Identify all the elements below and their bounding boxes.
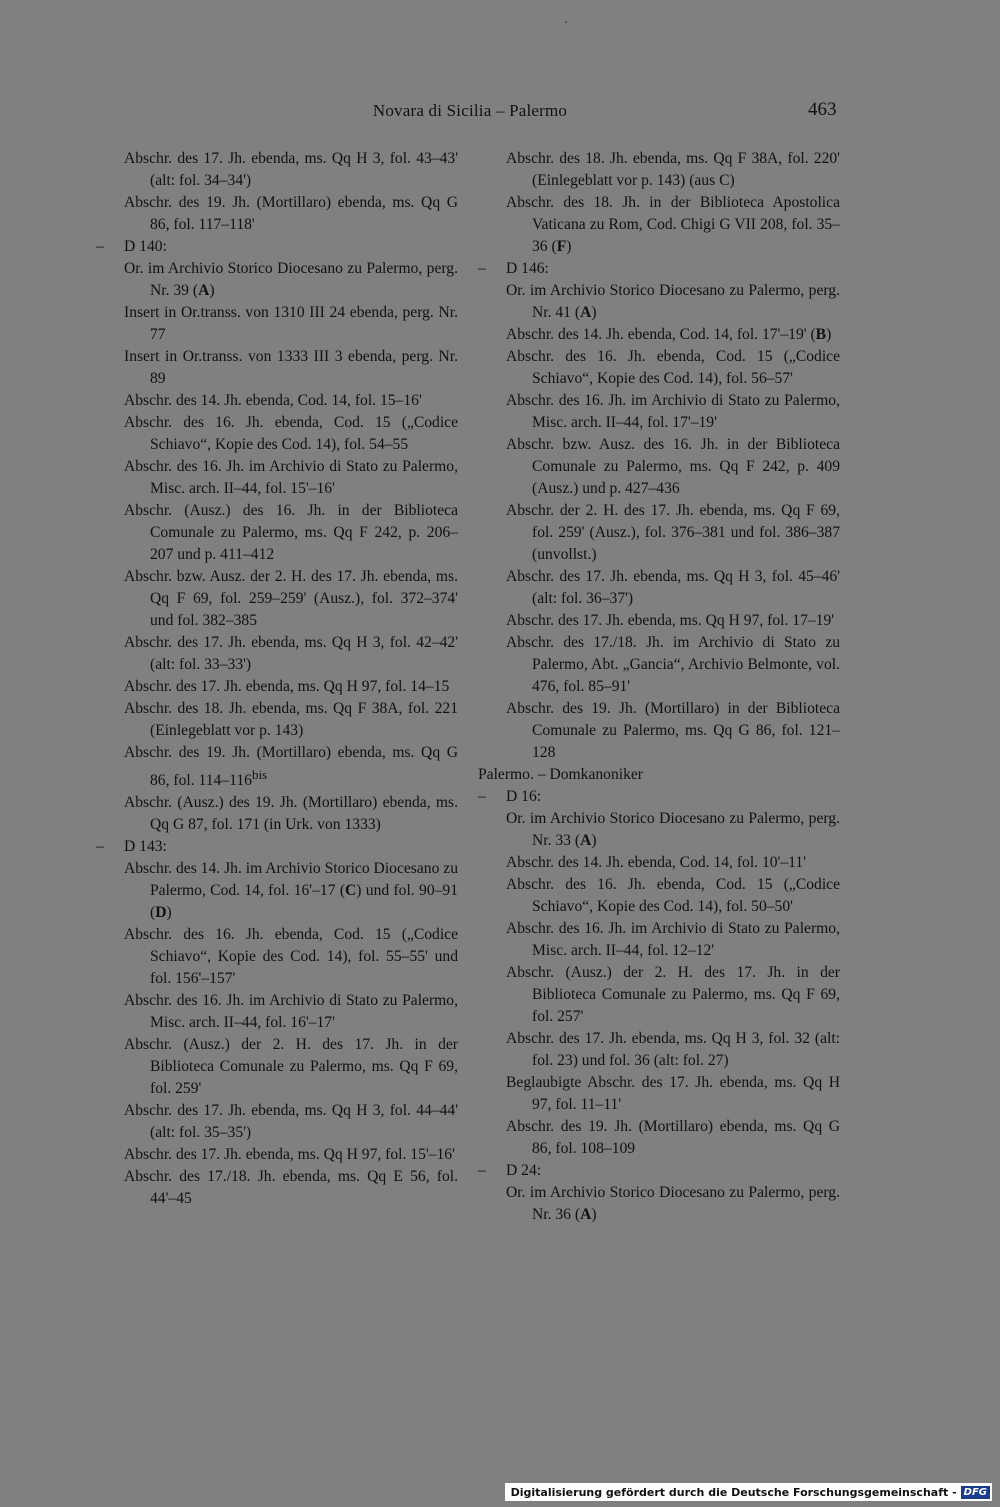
source-entry: Abschr. des 16. Jh. ebenda, Cod. 15 („Codice Schiavo“, Kopie des Cod. 14), fol. 54–55 (124, 414, 458, 453)
source-entry: Abschr. der 2. H. des 17. Jh. ebenda, ms. Qq F 69, fol. 259' (Ausz.), fol. 376–381 und fol. 386–387 (unvollst.) (506, 502, 840, 563)
source-entry: Abschr. des 18. Jh. ebenda, ms. Qq F 38A, fol. 220' (Einlegeblatt vor p. 143) (aus C) (506, 150, 840, 189)
source-entry: Abschr. des 17. Jh. ebenda, ms. Qq H 97, fol. 15'–16' (124, 1146, 455, 1164)
source-entry: Abschr. des 16. Jh. ebenda, Cod. 15 („Codice Schiavo“, Kopie des Cod. 14), fol. 55–55' und fol. 156'–157' (124, 926, 458, 988)
source-entry: Abschr. des 17. Jh. ebenda, ms. Qq H 3, fol. 44–44' (alt: fol. 35–35') (124, 1102, 458, 1142)
source-entry: Abschr. bzw. Ausz. der 2. H. des 17. Jh. ebenda, ms. Qq F 69, fol. 259–259' (Ausz.), fol. 372–374' und fol. 382–385 (124, 568, 458, 629)
source-entry: Abschr. des 18. Jh. in der Biblioteca Apostolica Vaticana zu Rom, Cod. Chigi G VII 208, fol. 35–36 (F) (506, 194, 840, 255)
left-column (96, 148, 458, 1210)
source-entry: Abschr. des 17./18. Jh. im Archivio di Stato zu Palermo, Abt. „Gancia“, Archivio Belmonte, vol. 476, fol. 85–91' (506, 634, 840, 695)
document-number: D 24: (506, 1162, 542, 1179)
scan-speck (565, 21, 567, 23)
source-entry: Abschr. des 16. Jh. im Archivio di Stato zu Palermo, Misc. arch. II–44, fol. 12–12' (506, 920, 840, 959)
dash-marker: – (478, 788, 486, 805)
source-entry: Abschr. (Ausz.) des 16. Jh. in der Biblioteca Comunale zu Palermo, ms. Qq F 242, p. 206–207 und p. 411–412 (124, 502, 458, 563)
source-entry: Or. im Archivio Storico Diocesano zu Palermo, perg. Nr. 33 (A) (506, 810, 840, 849)
document-number: D 16: (506, 788, 542, 805)
document-number: D 140: (124, 238, 167, 255)
document-heading (478, 1160, 840, 1182)
dash-marker: – (478, 260, 486, 277)
document-heading (96, 236, 458, 258)
source-entry: Abschr. des 14. Jh. ebenda, Cod. 14, fol. 10'–11' (506, 854, 806, 871)
footer-text: Digitalisierung gefördert durch die Deutsche Forschungsgemeinschaft - (510, 1485, 957, 1499)
source-entry: Abschr. des 18. Jh. ebenda, ms. Qq F 38A, fol. 221 (Einlegeblatt vor p. 143) (124, 700, 458, 739)
source-entry: Abschr. (Ausz.) der 2. H. des 17. Jh. in der Biblioteca Comunale zu Palermo, ms. Qq F 69, fol. 259' (124, 1036, 458, 1098)
source-entry: Abschr. des 16. Jh. ebenda, Cod. 15 („Codice Schiavo“, Kopie des Cod. 14), fol. 50–50' (506, 876, 840, 915)
source-entry: Beglaubigte Abschr. des 17. Jh. ebenda, ms. Qq H 97, fol. 11–11' (506, 1074, 840, 1113)
source-entry: Abschr. des 19. Jh. (Mortillaro) in der Biblioteca Comunale zu Palermo, ms. Qq G 86, fol. 121–128 (506, 700, 840, 761)
document-number: D 143: (124, 838, 167, 856)
running-header: Novara di Sicilia – Palermo (372, 101, 568, 120)
source-entry: Abschr. bzw. Ausz. des 16. Jh. in der Biblioteca Comunale zu Palermo, ms. Qq F 242, p. 409 (Ausz.) und p. 427–436 (506, 436, 840, 497)
document-heading (478, 786, 840, 808)
document-heading (478, 258, 840, 280)
source-entry: Abschr. (Ausz.) des 19. Jh. (Mortillaro) ebenda, ms. Qq G 87, fol. 171 (in Urk. von 1333) (124, 794, 458, 834)
source-entry: Abschr. des 17. Jh. ebenda, ms. Qq H 3, fol. 32 (alt: fol. 23) und fol. 36 (alt: fol. 27) (506, 1030, 840, 1069)
source-entry: Insert in Or.transs. von 1333 III 3 ebenda, perg. Nr. 89 (124, 348, 458, 387)
dash-marker: – (96, 838, 104, 856)
source-entry: Abschr. des 14. Jh. ebenda, Cod. 14, fol. 17'–19' (B) (506, 326, 832, 343)
dfg-footer (505, 1483, 992, 1501)
source-entry: Or. im Archivio Storico Diocesano zu Palermo, perg. Nr. 41 (A) (506, 282, 840, 321)
source-entry: Abschr. des 17./18. Jh. ebenda, ms. Qq E 56, fol. 44'–45 (124, 1168, 458, 1208)
dash-marker: – (96, 238, 104, 255)
dash-marker: – (478, 1162, 486, 1179)
right-column (478, 148, 840, 1226)
page-number: 463 (808, 99, 837, 120)
source-entry: Abschr. des 16. Jh. ebenda, Cod. 15 („Codice Schiavo“, Kopie des Cod. 14), fol. 56–57' (506, 348, 840, 387)
source-entry: Insert in Or.transs. von 1310 III 24 ebenda, perg. Nr. 77 (124, 304, 458, 343)
source-entry: Abschr. des 17. Jh. ebenda, ms. Qq H 3, fol. 42–42' (alt: fol. 33–33') (124, 634, 458, 673)
source-entry: Abschr. des 17. Jh. ebenda, ms. Qq H 3, fol. 45–46' (alt: fol. 36–37') (506, 568, 840, 607)
document-heading (96, 836, 458, 858)
source-entry: Abschr. des 17. Jh. ebenda, ms. Qq H 97, fol. 17–19' (506, 612, 835, 629)
source-entry: Abschr. des 17. Jh. ebenda, ms. Qq H 97, fol. 14–15 (124, 678, 450, 695)
source-entry: Abschr. des 19. Jh. (Mortillaro) ebenda, ms. Qq G 86, fol. $114-116^{bis}$ (124, 744, 458, 790)
source-entry: Abschr. des 16. Jh. im Archivio di Stato zu Palermo, Misc. arch. II–44, fol. 16'–17' (124, 992, 458, 1032)
source-entry: Abschr. des 16. Jh. im Archivio di Stato zu Palermo, Misc. arch. II–44, fol. 17'–19' (506, 392, 840, 431)
dfg-logo: DFG (961, 1486, 990, 1499)
source-entry: Or. im Archivio Storico Diocesano zu Palermo, perg. Nr. 39 (A) (124, 260, 458, 299)
document-number: D 146: (506, 260, 549, 277)
source-entry: Abschr. des 17. Jh. ebenda, ms. Qq H 3, fol. 43–43' (alt: fol. 34–34') (124, 150, 458, 189)
source-entry: Abschr. des 14. Jh. im Archivio Storico Diocesano zu Palermo, Cod. 14, fol. 16'–17 (C) und fol. 90–91 (D) (124, 860, 459, 922)
source-entry: Abschr. des 14. Jh. ebenda, Cod. 14, fol. 15–16' (124, 392, 422, 409)
source-entry: Abschr. des 19. Jh. (Mortillaro) ebenda, ms. Qq G 86, fol. 117–118' (124, 194, 458, 233)
source-entry: Or. im Archivio Storico Diocesano zu Palermo, perg. Nr. 36 (A) (506, 1184, 840, 1223)
source-entry: Abschr. des 19. Jh. (Mortillaro) ebenda, ms. Qq G 86, fol. 108–109 (506, 1118, 840, 1157)
source-entry: Abschr. des 16. Jh. im Archivio di Stato zu Palermo, Misc. arch. II–44, fol. 15'–16' (124, 458, 458, 497)
source-entry: Abschr. (Ausz.) der 2. H. des 17. Jh. in der Biblioteca Comunale zu Palermo, ms. Qq F 69, fol. 257' (506, 964, 840, 1025)
section-heading: Palermo. – Domkanoniker (478, 766, 643, 783)
